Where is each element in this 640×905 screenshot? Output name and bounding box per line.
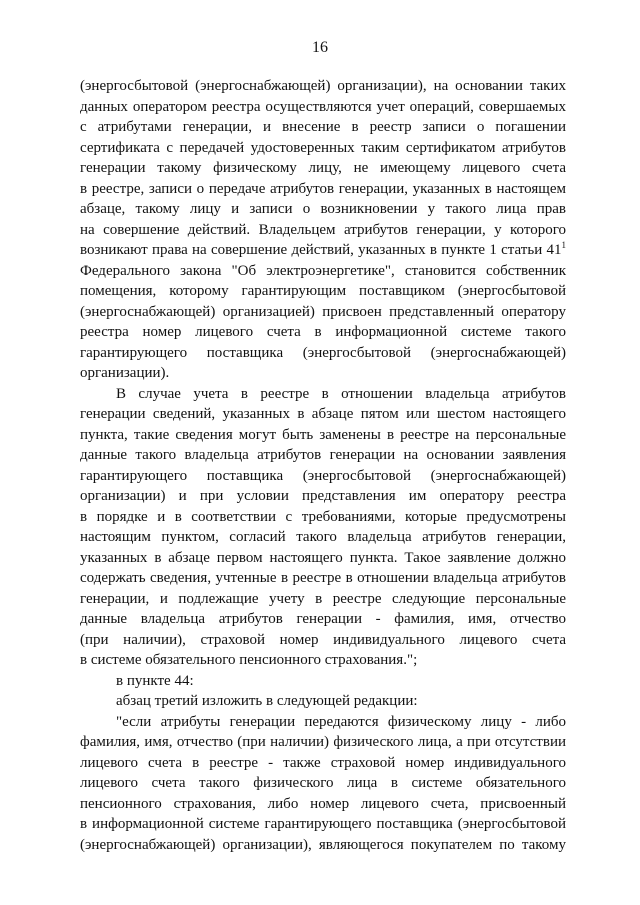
- text-line: В случае учета в реестре в отношении владельца атрибутов: [116, 385, 566, 402]
- text-line: реестра номер лицевого счета в информационной системе такого: [80, 324, 566, 340]
- text-line: лицевого счета такого физического лица в системе обязательного: [80, 775, 566, 791]
- text-line: настоящим пунктом, согласий такого владельца атрибутов генерации,: [80, 529, 566, 545]
- body-text: [80, 76, 566, 855]
- text-line: сертификата с передачей удостоверенных таким сертификатом атрибутов: [80, 139, 566, 156]
- text-line: (энергоснабжающей) организацией) присвоен представленный оператору: [80, 303, 566, 320]
- text-line: генерации сведений, указанных в абзаце пятом или шестом настоящего: [80, 406, 566, 422]
- text-line: Федерального закона "Об электроэнергетике", становится собственник: [80, 262, 566, 279]
- text-line: данные владельца атрибутов генерации - фамилия, имя, отчество: [80, 611, 566, 627]
- text-line: (энергоснабжающей) организации), являющегося покупателем по такому: [80, 836, 566, 853]
- text-line: указанных в абзаце первом настоящего пункта. Такое заявление должно: [80, 549, 566, 566]
- text-line: данных оператором реестра осуществляются учет операций, совершаемых: [80, 98, 566, 115]
- text-line: с атрибутами генерации, и внесение в реестр записи о погашении: [80, 119, 566, 135]
- text-line: генерации, и подлежащие учету в реестре следующие персональные: [80, 590, 566, 607]
- text-line: пенсионного страхования, либо номер лицевого счета, присвоенный: [80, 795, 566, 812]
- text-line: возникают права на совершение действий, указанных в пункте 1 статьи 41$^1$: [80, 240, 566, 258]
- text-line: гарантирующего поставщика (энергосбытовой (энергоснабжающей): [80, 344, 566, 361]
- text-line: пункта, такие сведения могут быть заменены в реестре на персональные: [80, 426, 566, 443]
- text-line: абзаце, такому лицу и записи о возникновении у такого лица прав: [80, 201, 566, 217]
- text-line: абзац третий изложить в следующей редакции:: [116, 693, 418, 709]
- text-line: организации).: [80, 365, 170, 381]
- text-line: генерации такому физическому лицу, не имеющему лицевого счета: [80, 160, 566, 176]
- text-line: в порядке и в соответствии с требованиями, которые предусмотрены: [80, 508, 566, 525]
- text-line: помещения, которому гарантирующим поставщиком (энергосбытовой: [80, 283, 566, 299]
- text-line: "если атрибуты генерации передаются физическому лицу - либо: [116, 713, 566, 730]
- text-line: данные такого владельца атрибутов генерации на основании заявления: [80, 447, 566, 463]
- text-line: (при наличии), страховой номер индивидуального лицевого счета: [80, 631, 566, 648]
- text-line: в системе обязательного пенсионного страхования.";: [80, 652, 418, 668]
- text-line: организации) и при условии представления им оператору реестра: [80, 488, 566, 504]
- text-line: лицевого счета в реестре - также страховой номер индивидуального: [80, 754, 566, 771]
- text-line: в информационной системе гарантирующего поставщика (энергосбытовой: [80, 816, 566, 832]
- text-line: в пункте 44:: [116, 672, 194, 689]
- text-line: на совершение действий. Владельцем атрибутов генерации, у которого: [80, 221, 566, 238]
- text-line: содержать сведения, учтенные в реестре в отношении владельца атрибутов: [80, 570, 566, 586]
- text-line: гарантирующего поставщика (энергосбытовой (энергоснабжающей): [80, 467, 566, 484]
- text-line: (энергосбытовой (энергоснабжающей) организации), на основании таких: [80, 78, 566, 94]
- text-line: в реестре, записи о передаче атрибутов генерации, указанных в настоящем: [80, 180, 566, 197]
- superscript-reference: 1: [561, 240, 566, 250]
- page-number: 16: [312, 39, 328, 56]
- text-line: фамилия, имя, отчество (при наличии) физического лица, а при отсутствии: [80, 734, 566, 750]
